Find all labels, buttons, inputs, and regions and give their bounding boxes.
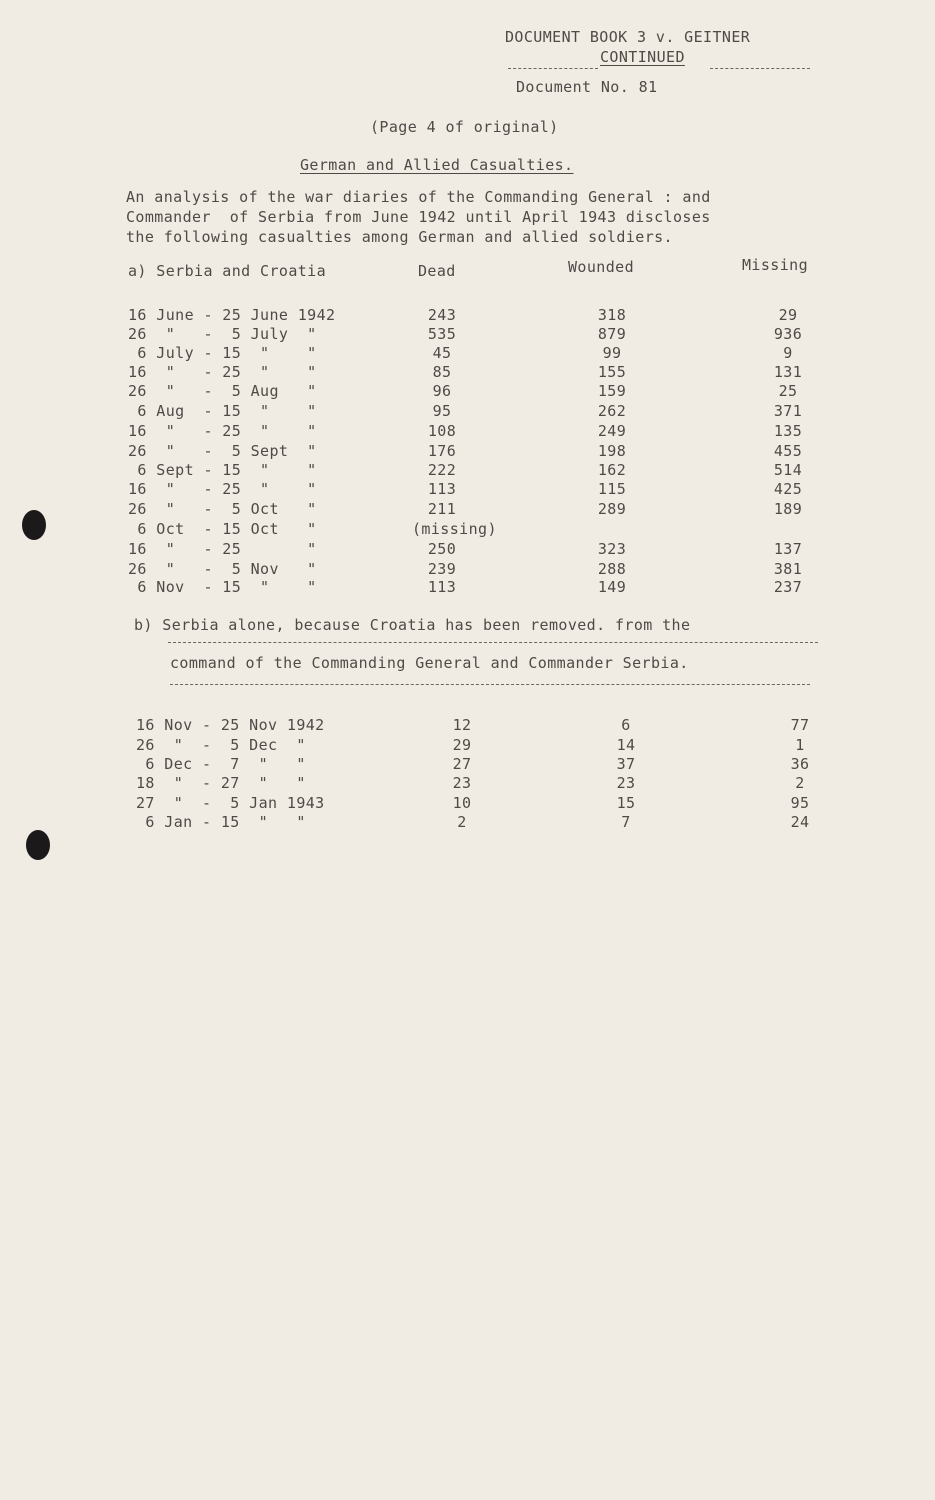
- heading-rule: [168, 642, 818, 643]
- table-row: 26 " - 5 Aug " 96 159 25: [128, 382, 798, 400]
- table-row: 6 Jan - 15 " " 2 7 24: [136, 813, 810, 831]
- header-rule: [710, 68, 810, 69]
- table-row: 27 " - 5 Jan 1943 10 15 95: [136, 794, 810, 812]
- intro-line: An analysis of the war diaries of the Commanding General : and: [126, 188, 711, 206]
- header-rule: [508, 68, 598, 69]
- table-row: 16 " - 25 " " 85 155 131: [128, 363, 803, 381]
- table-row: 16 Nov - 25 Nov 1942 12 6 77: [136, 716, 810, 734]
- table-row: 6 Oct - 15 Oct " (missing): [128, 520, 497, 538]
- table-row: 16 " - 25 " " 113 115 425: [128, 480, 803, 498]
- table-row: 26 " - 5 Dec " 29 14 1: [136, 736, 805, 754]
- table-row: 6 Nov - 15 " " 113 149 237: [128, 578, 803, 596]
- doc-book-header: DOCUMENT BOOK 3 v. GEITNER: [505, 28, 751, 46]
- punch-hole: [26, 830, 50, 860]
- table-row: 6 Aug - 15 " " 95 262 371: [128, 402, 803, 420]
- column-header-missing: Missing: [742, 256, 809, 274]
- table-row: 26 " - 5 Oct " 211 289 189: [128, 500, 803, 518]
- heading-rule: [170, 684, 810, 685]
- section-a-heading: a) Serbia and Croatia: [128, 262, 327, 280]
- section-b-heading-continued: command of the Commanding General and Commander Serbia.: [170, 654, 689, 672]
- table-row: 16 " - 25 " " 108 249 135: [128, 422, 803, 440]
- section-b-heading: b) Serbia alone, because Croatia has been removed. from the: [134, 616, 691, 634]
- table-row: 6 July - 15 " " 45 99 9: [128, 344, 793, 362]
- table-row: 16 June - 25 June 1942 243 318 29: [128, 306, 798, 324]
- table-row: 16 " - 25 " 250 323 137: [128, 540, 803, 558]
- table-row: 6 Dec - 7 " " 27 37 36: [136, 755, 810, 773]
- intro-line: Commander of Serbia from June 1942 until April 1943 discloses: [126, 208, 711, 226]
- continued-label: CONTINUED: [600, 48, 685, 66]
- document-number: Document No. 81: [516, 78, 658, 96]
- page-reference: (Page 4 of original): [370, 118, 559, 136]
- table-row: 6 Sept - 15 " " 222 162 514: [128, 461, 803, 479]
- column-header-dead: Dead: [418, 262, 456, 280]
- table-row: 26 " - 5 Nov " 239 288 381: [128, 560, 803, 578]
- table-row: 18 " - 27 " " 23 23 2: [136, 774, 805, 792]
- table-row: 26 " - 5 July " 535 879 936: [128, 325, 803, 343]
- intro-line: the following casualties among German and allied soldiers.: [126, 228, 673, 246]
- page-title: German and Allied Casualties.: [300, 156, 574, 174]
- table-row: 26 " - 5 Sept " 176 198 455: [128, 442, 803, 460]
- column-header-wounded: Wounded: [568, 258, 635, 276]
